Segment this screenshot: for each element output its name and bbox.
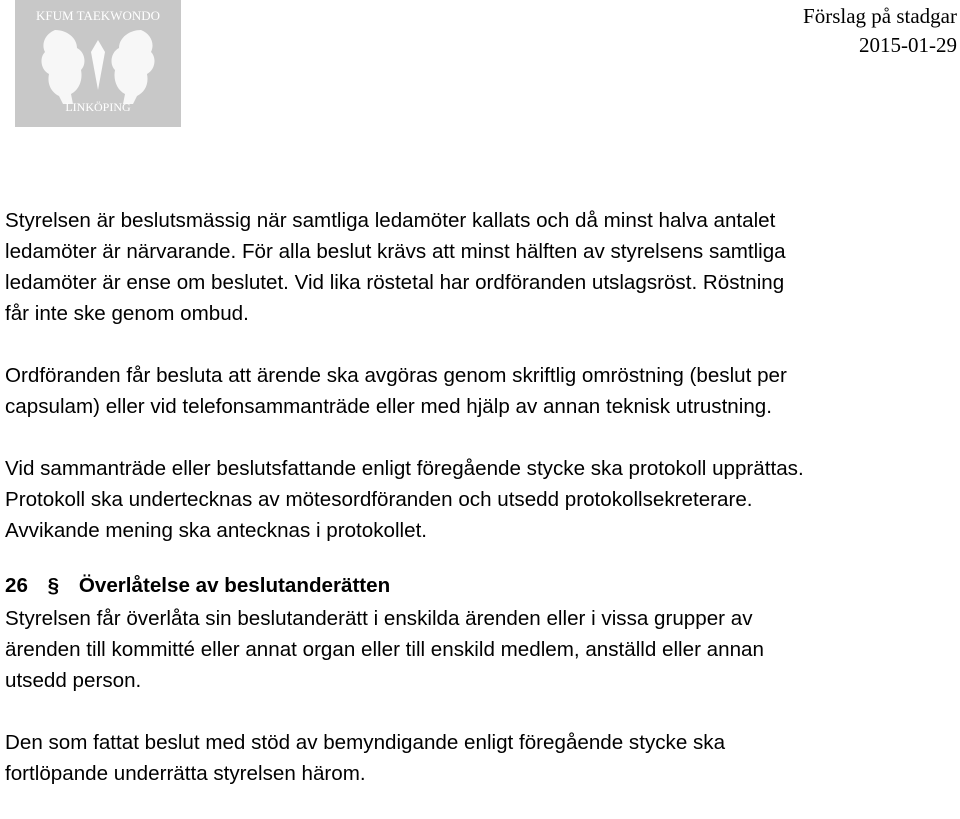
text-line: Ordföranden får besluta att ärende ska avgöras genom skriftlig omröstning (beslut per [5,364,787,387]
paragraph-symbol: § [47,574,60,597]
text-line: får inte ske genom ombud. [5,302,249,325]
text-line: Styrelsen är beslutsmässig när samtliga ledamöter kallats och då minst halva antalet [5,209,776,232]
text-line: Avvikande mening ska antecknas i protokollet. [5,519,428,542]
document-body [5,205,960,789]
paragraph-written-vote [5,360,960,422]
paragraph-minutes [5,453,960,546]
text-line: Protokoll ska undertecknas av mötesordföranden och utsedd protokollsekreterare. [5,488,753,511]
document-date: 2015-01-29 [859,33,957,57]
paragraph-reporting [5,727,960,789]
text-line: utsedd person. [5,669,142,692]
lions-crest-icon [15,0,181,127]
text-line: Vid sammanträde eller beslutsfattande enligt föregående stycke ska protokoll upprättas. [5,457,804,480]
logo-text-bottom: LINKÖPING [65,100,131,114]
text-line: Styrelsen får överlåta sin beslutanderätt i enskilda ärenden eller i vissa grupper av [5,607,753,630]
section-heading-26 [5,568,960,603]
document-meta [803,2,957,60]
logo-text-top: KFUM TAEKWONDO [35,8,161,23]
paragraph-delegation [5,603,960,696]
club-logo [15,0,181,127]
document-title: Förslag på stadgar [803,4,957,28]
text-line: capsulam) eller vid telefonsammanträde eller med hjälp av annan teknisk utrustning. [5,395,772,418]
text-line: Den som fattat beslut med stöd av bemyndigande enligt föregående stycke ska [5,731,726,754]
text-line: fortlöpande underrätta styrelsen härom. [5,762,366,785]
section-title: Överlåtelse av beslutanderätten [78,574,391,597]
text-line: ärenden till kommitté eller annat organ eller till enskild medlem, anställd eller annan [5,638,764,661]
text-line: ledamöter är närvarande. För alla beslut krävs att minst hälften av styrelsens samtliga [5,240,786,263]
section-number: 26 [5,574,28,597]
text-line: ledamöter är ense om beslutet. Vid lika röstetal har ordföranden utslagsröst. Röstning [5,271,785,294]
paragraph-quorum [5,205,960,329]
